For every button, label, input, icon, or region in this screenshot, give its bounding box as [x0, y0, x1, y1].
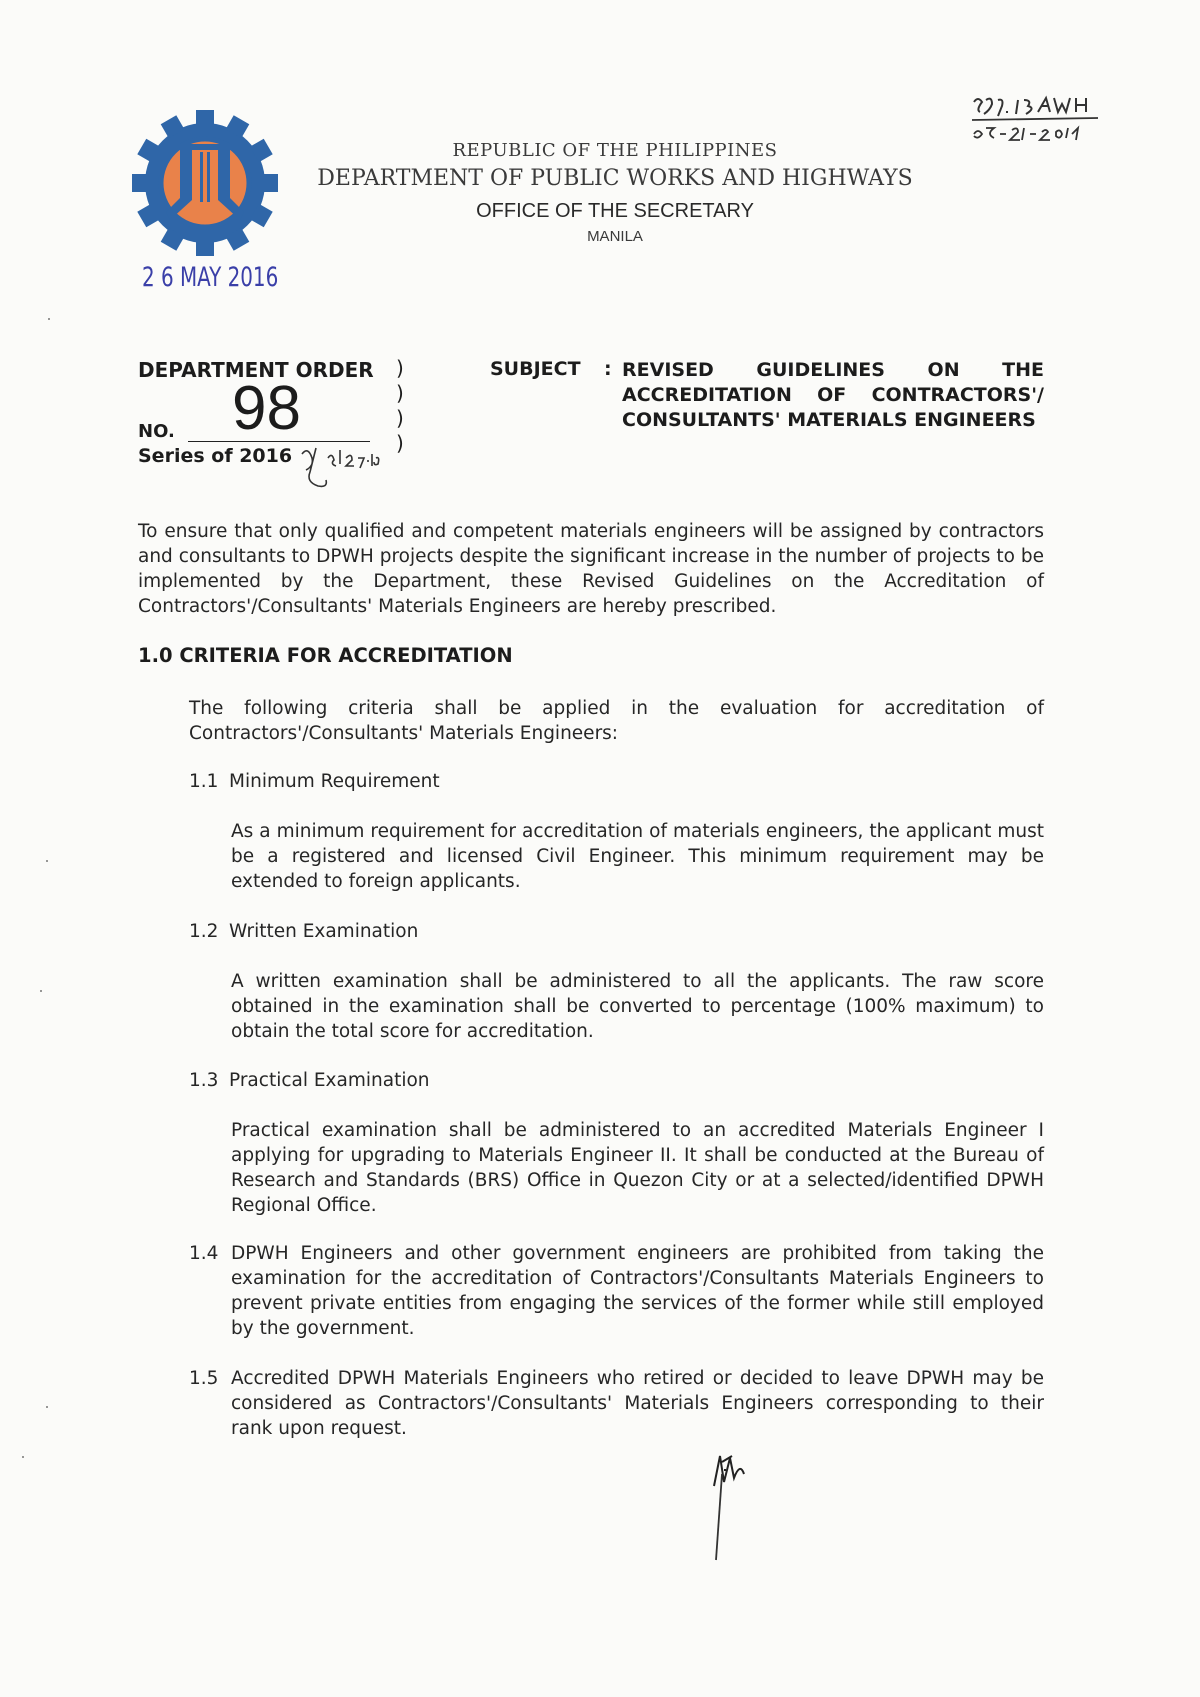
subsection-number: 1.2 [189, 921, 219, 942]
subsection-body: A written examination shall be administered to all the applicants. The raw score obtained in the examination shall be converted to percentage (100% maximum) to obtain the total score for accreditation. [231, 971, 1044, 1042]
scan-speck [40, 990, 42, 992]
subsection-body: Practical examination shall be administered to an accredited Materials Engineer I applying for upgrading to Materials Engineer II. It shall be conducted at the Bureau of Research and Standards (BRS) Office in Quezon City or at a selected/identified DPWH Regional Office. [231, 1120, 1044, 1216]
subject-line: ACCREDITATION OF CONTRACTORS'/ [622, 384, 1044, 406]
item-text: DPWH Engineers and other government engineers are prohibited from taking the examination for the accreditation of Contractors'/Consultants Materials Engineers to prevent private entities from engaging the services of the former while still employed by the government. [231, 1243, 1044, 1339]
intro-paragraph: To ensure that only qualified and competent materials engineers will be assigned by contractors and consultants to DPWH projects despite the significant increase in the number of projects to be implemented by the Department, these Revised Guidelines on the Accreditation of Contractors'/Consultants' Materials Engineers are hereby prescribed. [138, 521, 1044, 617]
item-number: 1.4 [189, 1243, 219, 1264]
subsection-heading [189, 921, 418, 942]
order-number: 98 [232, 374, 301, 443]
paren: ) [396, 406, 404, 430]
item-text: Accredited DPWH Materials Engineers who retired or decided to leave DPWH may be considered as Contractors'/Consultants' Materials Engineers corresponding to their rank upon request. [231, 1368, 1044, 1439]
section-heading: 1.0 CRITERIA FOR ACCREDITATION [138, 644, 513, 667]
item-number: 1.5 [189, 1368, 219, 1389]
subject-title [622, 358, 1044, 433]
subsection-title: Minimum Requirement [229, 771, 440, 792]
subsection-heading [189, 1070, 430, 1091]
handwritten-reference-note [968, 92, 1118, 148]
date-stamp: 2 6 MAY 2016 [142, 262, 279, 293]
header-office: OFFICE OF THE SECRETARY [476, 200, 754, 222]
subsection-title: Practical Examination [229, 1070, 430, 1091]
subject-label: SUBJECT [490, 358, 581, 380]
scan-speck [46, 860, 48, 862]
numbered-item [189, 1241, 1044, 1341]
initials-signature [706, 1440, 786, 1570]
scan-speck [22, 1456, 24, 1458]
paren: ) [396, 431, 404, 455]
order-block-parens [396, 356, 404, 456]
subsection-body: As a minimum requirement for accreditation of materials engineers, the applicant must be a registered and licensed Civil Engineer. This minimum requirement may be extended to foreign applicants. [231, 821, 1044, 892]
order-number-underline [188, 441, 370, 442]
numbered-item [189, 1366, 1044, 1441]
series-handwritten-date [300, 444, 380, 492]
header-republic: REPUBLIC OF THE PHILIPPINES [452, 140, 778, 161]
order-series: Series of 2016 [138, 445, 293, 467]
scan-speck [46, 1406, 48, 1408]
subsection-number: 1.3 [189, 1070, 219, 1091]
paren: ) [396, 356, 404, 380]
header-city: MANILA [587, 228, 643, 245]
subsection-title: Written Examination [229, 921, 419, 942]
section-intro-paragraph: The following criteria shall be applied in the evaluation for accreditation of Contractors'/Consultants' Materials Engineers: [189, 698, 1044, 744]
scan-speck [48, 318, 50, 320]
subject-colon: : [604, 358, 612, 380]
subsection-heading [189, 771, 440, 792]
department-order-label: DEPARTMENT ORDER [138, 358, 374, 382]
header-department: DEPARTMENT OF PUBLIC WORKS AND HIGHWAYS [317, 166, 913, 191]
paren: ) [396, 381, 404, 405]
dpwh-gear-logo-icon [130, 108, 280, 258]
order-number-label: NO. [138, 421, 175, 442]
subject-line: REVISED GUIDELINES ON THE [622, 359, 1044, 381]
subsection-number: 1.1 [189, 771, 219, 792]
subject-line: CONSULTANTS' MATERIALS ENGINEERS [622, 409, 1036, 431]
